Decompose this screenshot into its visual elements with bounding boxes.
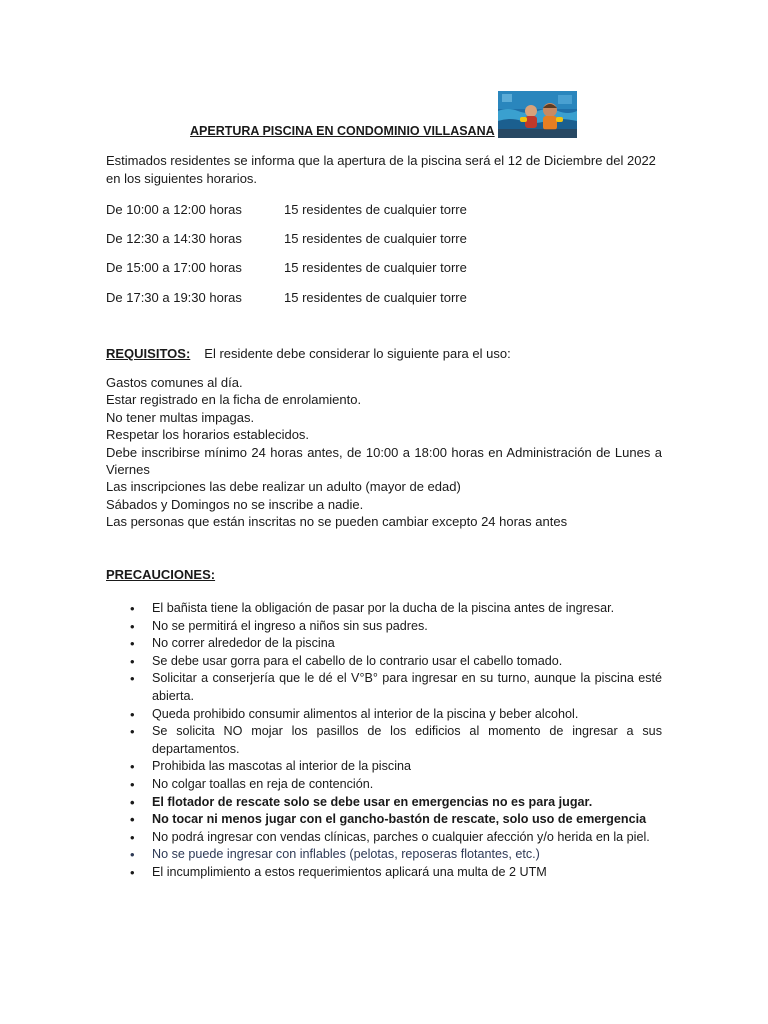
page-title: APERTURA PISCINA EN CONDOMINIO VILLASANA	[190, 124, 495, 138]
precaucion-text: El incumplimiento a estos requerimientos aplicará una multa de 2 UTM	[152, 864, 547, 879]
precaucion-text: No se permitirá el ingreso a niños sin sus padres.	[152, 618, 428, 633]
bullet-icon: •	[130, 724, 135, 740]
bullet-icon: •	[130, 706, 135, 722]
requisito-item: Gastos comunes al día.	[106, 375, 243, 390]
schedule-row	[106, 290, 467, 305]
precauciones-heading: PRECAUCIONES:	[106, 567, 216, 582]
bullet-icon: •	[130, 671, 135, 687]
pool-children-photo	[498, 91, 577, 138]
precaucion-item	[106, 776, 662, 794]
precaucion-item	[106, 864, 662, 882]
bullet-icon: •	[130, 847, 135, 863]
bullet-icon: •	[130, 636, 135, 652]
schedule-capacity: 15 residentes de cualquier torre	[284, 260, 467, 275]
schedule-capacity: 15 residentes de cualquier torre	[284, 231, 467, 246]
schedule-row	[106, 231, 467, 246]
requisito-item: Sábados y Domingos no se inscribe a nadie.	[106, 496, 364, 512]
bullet-icon: •	[130, 618, 135, 634]
schedule-capacity: 15 residentes de cualquier torre	[284, 290, 467, 305]
schedule-row	[106, 260, 467, 275]
precaucion-item	[106, 653, 662, 671]
requisito-item: Estar registrado en la ficha de enrolamiento.	[106, 392, 362, 408]
schedule-row	[106, 202, 467, 217]
schedule-time: De 17:30 a 19:30 horas	[106, 290, 242, 305]
precaucion-text: No colgar toallas en reja de contención.	[152, 776, 374, 791]
precaucion-text: El flotador de rescate solo se debe usar en emergencias no es para jugar.	[152, 794, 593, 809]
precaucion-item	[106, 758, 662, 776]
schedule-time: De 12:30 a 14:30 horas	[106, 231, 242, 246]
precaucion-text: No podrá ingresar con vendas clínicas, parches o cualquier afección y/o herida en la piel.	[152, 829, 650, 844]
precaucion-item	[106, 811, 662, 829]
precaucion-item	[106, 600, 662, 618]
precaucion-item	[106, 723, 662, 758]
precaucion-text: No se puede ingresar con inflables (pelotas, reposeras flotantes, etc.)	[152, 847, 540, 862]
precaucion-item	[106, 794, 662, 812]
requisitos-label: REQUISITOS:	[106, 346, 191, 361]
precauciones-list	[106, 600, 662, 882]
precaucion-text: El bañista tiene la obligación de pasar por la ducha de la piscina antes de ingresar.	[152, 601, 615, 615]
bullet-icon: •	[130, 759, 135, 775]
precaucion-item	[106, 635, 662, 653]
precaucion-text: Se solicita NO mojar los pasillos de los edificios al momento de ingresar a sus departamentos.	[152, 724, 662, 756]
requisito-item: No tener multas impagas.	[106, 409, 255, 425]
precaucion-text: Se debe usar gorra para el cabello de lo contrario usar el cabello tomado.	[152, 653, 563, 668]
precaucion-text: No tocar ni menos jugar con el gancho-bastón de rescate, solo uso de emergencia	[152, 812, 647, 827]
bullet-icon: •	[130, 829, 135, 845]
bullet-icon: •	[130, 601, 135, 616]
requisito-item: Debe inscribirse mínimo 24 horas antes, de 10:00 a 18:00 horas en Administración de Lunes a Viernes	[106, 444, 662, 478]
bullet-icon: •	[130, 776, 135, 792]
precaucion-item	[106, 618, 662, 636]
bullet-icon: •	[130, 812, 135, 828]
requisitos-heading	[106, 346, 511, 361]
bullet-icon: •	[130, 794, 135, 810]
bullet-icon: •	[130, 653, 135, 669]
requisito-item: Respetar los horarios establecidos.	[106, 427, 310, 443]
bullet-icon: •	[130, 864, 135, 880]
precaucion-item	[106, 670, 662, 705]
requisitos-list	[106, 374, 662, 531]
precaucion-text: Queda prohibido consumir alimentos al interior de la piscina y beber alcohol.	[152, 706, 579, 721]
schedule-time: De 15:00 a 17:00 horas	[106, 260, 242, 275]
precaucion-item	[106, 829, 662, 847]
precaucion-text: Solicitar a conserjería que le dé el V°B° para ingresar en su turno, aunque la piscina esté abierta.	[152, 671, 662, 703]
precaucion-text: No correr alrededor de la piscina	[152, 636, 335, 651]
precaucion-text: Prohibida las mascotas al interior de la piscina	[152, 759, 412, 774]
precaucion-item	[106, 706, 662, 724]
precaucion-item	[106, 846, 662, 864]
requisitos-lead: El residente debe considerar lo siguiente para el uso:	[204, 346, 511, 361]
schedule-capacity: 15 residentes de cualquier torre	[284, 202, 467, 217]
intro-paragraph: Estimados residentes se informa que la apertura de la piscina será el 12 de Diciembre del 2022 en los siguientes horarios.	[106, 153, 656, 186]
requisito-item: Las inscripciones las debe realizar un adulto (mayor de edad)	[106, 479, 461, 495]
schedule-time: De 10:00 a 12:00 horas	[106, 202, 242, 217]
requisito-item: Las personas que están inscritas no se pueden cambiar excepto 24 horas antes	[106, 514, 568, 530]
